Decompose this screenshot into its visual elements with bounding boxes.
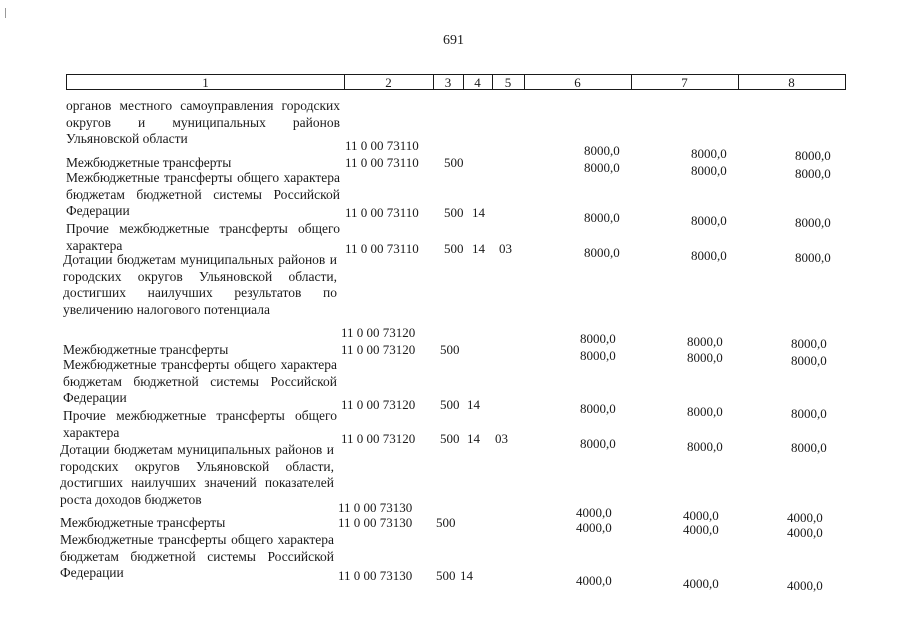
cell-col8: 4000,0 [787, 578, 823, 593]
cell-col7: 8000,0 [691, 146, 727, 161]
cell-col8: 8000,0 [795, 148, 831, 163]
cell-vr: 500 [444, 241, 464, 256]
cell-csr: 11 0 00 73120 [341, 431, 416, 446]
cell-col8: 4000,0 [787, 525, 823, 540]
cell-col6: 4000,0 [576, 573, 612, 588]
row-name: Межбюджетные трансферты общего характера бюджетам бюджетной системы Российской Федерации [63, 357, 337, 405]
table-row [0, 155, 905, 181]
cell-vr: 500 [440, 342, 460, 357]
cell-pr: 03 [495, 431, 508, 446]
table-row [0, 515, 905, 540]
row-name: органов местного самоуправления городских округов и муниципальных районов Ульяновской области [66, 98, 340, 146]
cell-rz: 14 [472, 205, 485, 220]
table-row [0, 221, 905, 265]
cell-pr: 03 [499, 241, 512, 256]
cell-rz: 14 [472, 241, 485, 256]
cell-col8: 8000,0 [795, 250, 831, 265]
cell-col6: 8000,0 [580, 348, 616, 363]
cell-vr: 500 [444, 155, 464, 170]
cell-vr: 500 [444, 205, 464, 220]
table-row [0, 342, 905, 368]
table-row [0, 170, 905, 230]
header-cell-7: 7 [631, 74, 739, 90]
table-row [0, 357, 905, 421]
cell-col6: 8000,0 [580, 401, 616, 416]
cell-csr: 11 0 00 73110 [345, 241, 419, 256]
row-name: Межбюджетные трансферты [66, 155, 232, 170]
cell-col6: 8000,0 [584, 160, 620, 175]
cell-col7: 8000,0 [687, 439, 723, 454]
row-name: Прочие межбюджетные трансферты общего характера [66, 221, 340, 253]
cell-col7: 4000,0 [683, 576, 719, 591]
row-name: Межбюджетные трансферты общего характера бюджетам бюджетной системы Российской Федерации [60, 532, 334, 580]
cell-col7: 4000,0 [683, 508, 719, 523]
cell-col7: 8000,0 [691, 248, 727, 263]
cell-col7: 4000,0 [683, 522, 719, 537]
header-cell-3: 3 [433, 74, 464, 90]
cell-col6: 8000,0 [584, 245, 620, 260]
header-cell-8: 8 [738, 74, 846, 90]
cell-col7: 8000,0 [687, 334, 723, 349]
cell-col7: 8000,0 [691, 213, 727, 228]
cell-col6: 4000,0 [576, 520, 612, 535]
cell-col6: 8000,0 [584, 143, 620, 158]
row-name: Дотации бюджетам муниципальных районов и городских округов Ульяновской области, достигших наилучших значений показателей роста доходов бюджетов [60, 442, 334, 507]
cell-csr: 11 0 00 73120 [341, 342, 416, 357]
table-row [0, 532, 905, 593]
cell-col8: 8000,0 [791, 440, 827, 455]
cell-col8: 8000,0 [795, 166, 831, 181]
header-cell-1: 1 [66, 74, 345, 90]
cell-col6: 8000,0 [580, 436, 616, 451]
row-name: Межбюджетные трансферты общего характера бюджетам бюджетной системы Российской Федерации [66, 170, 340, 218]
cell-vr: 500 [436, 515, 456, 530]
cell-csr: 11 0 00 73130 [338, 500, 413, 515]
cell-col8: 8000,0 [791, 336, 827, 351]
header-cell-6: 6 [524, 74, 632, 90]
cell-csr: 11 0 00 73110 [345, 155, 419, 170]
cell-col6: 8000,0 [580, 331, 616, 346]
scan-edge-mark [5, 8, 6, 18]
cell-col7: 8000,0 [687, 404, 723, 419]
cell-col8: 8000,0 [795, 215, 831, 230]
cell-col6: 4000,0 [576, 505, 612, 520]
cell-col8: 8000,0 [791, 406, 827, 421]
header-cell-5: 5 [492, 74, 525, 90]
cell-rz: 14 [460, 568, 473, 583]
cell-col6: 8000,0 [584, 210, 620, 225]
header-cell-4: 4 [463, 74, 493, 90]
row-name: Дотации бюджетам муниципальных районов и городских округов Ульяновской области, достигших наилучших результатов по увеличению налогового потенциала [63, 252, 337, 317]
cell-csr: 11 0 00 73130 [338, 568, 413, 583]
cell-csr: 11 0 00 73130 [338, 515, 413, 530]
cell-csr: 11 0 00 73120 [341, 397, 416, 412]
cell-col8: 4000,0 [787, 510, 823, 525]
row-name: Прочие межбюджетные трансферты общего характера [63, 408, 337, 440]
cell-vr: 500 [440, 397, 460, 412]
row-name: Межбюджетные трансферты [63, 342, 229, 357]
cell-vr: 500 [436, 568, 456, 583]
header-cell-2: 2 [344, 74, 434, 90]
cell-col7: 8000,0 [691, 163, 727, 178]
cell-vr: 500 [440, 431, 460, 446]
row-name: Межбюджетные трансферты [60, 515, 226, 530]
cell-csr: 11 0 00 73110 [345, 138, 419, 153]
cell-rz: 14 [467, 431, 480, 446]
table-row [0, 408, 905, 455]
cell-rz: 14 [467, 397, 480, 412]
page-number: 691 [443, 33, 464, 48]
cell-col8: 8000,0 [791, 353, 827, 368]
cell-col7: 8000,0 [687, 350, 723, 365]
cell-csr: 11 0 00 73120 [341, 325, 416, 340]
cell-csr: 11 0 00 73110 [345, 205, 419, 220]
